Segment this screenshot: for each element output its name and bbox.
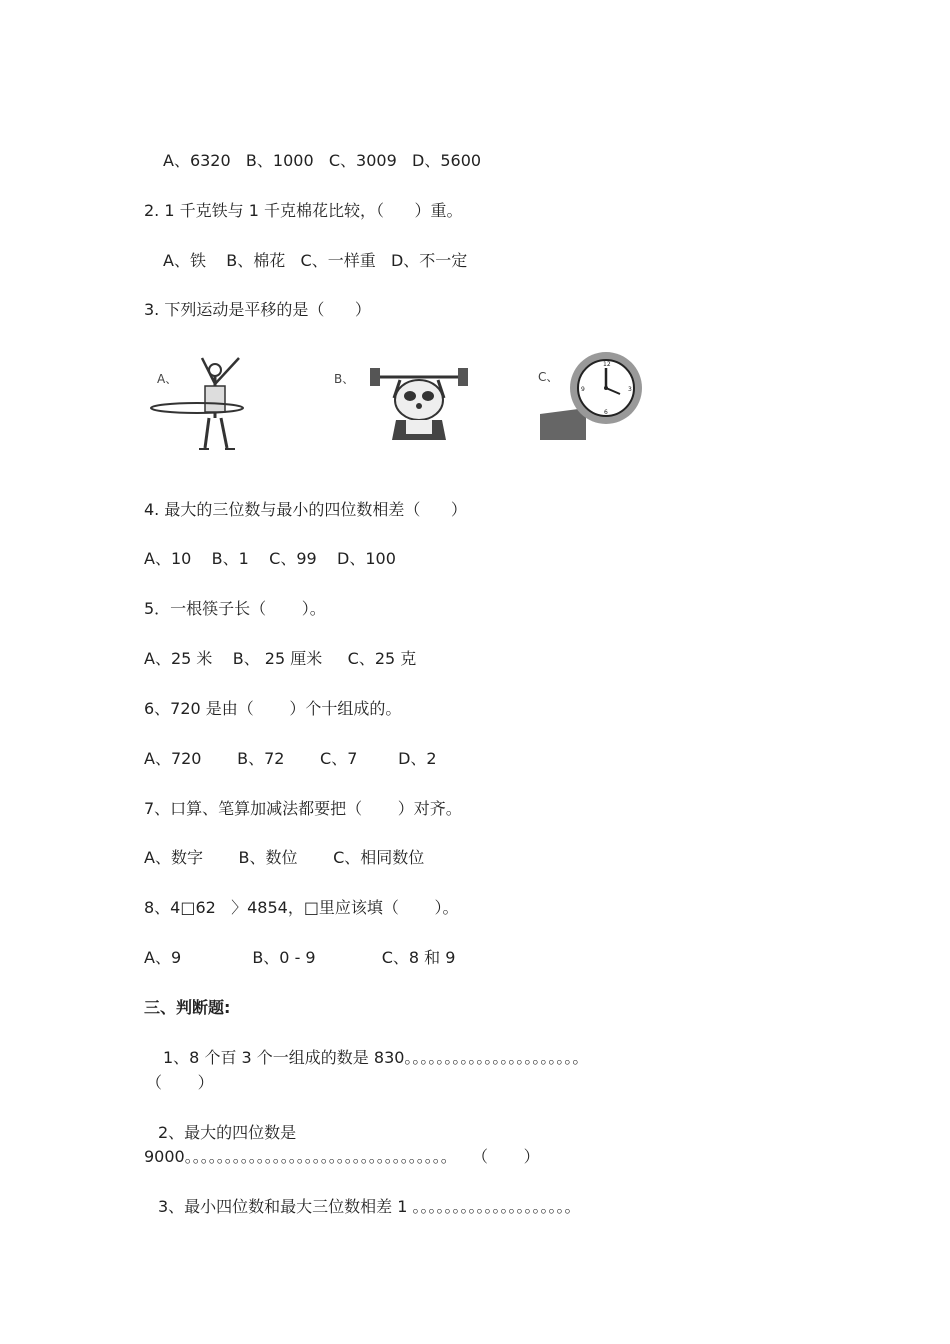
judgment-2: 2、最大的四位数是: [158, 1123, 297, 1142]
q8-options: A、9 B、0 - 9 C、8 和 9: [144, 948, 456, 967]
svg-text:3: 3: [628, 386, 632, 393]
picture-c-clock: [536, 348, 646, 444]
judgment-1-paren: （ ）: [146, 1073, 214, 1092]
question-2: 2. 1 千克铁与 1 千克棉花比较，（ ）重。: [144, 201, 463, 220]
q2-options: A、铁 B、棉花 C、一样重 D、不一定: [163, 251, 468, 270]
svg-text:12: 12: [603, 361, 611, 368]
svg-text:9: 9: [581, 386, 585, 393]
q5-options: A、25 米 B、 25 厘米 C、25 克: [144, 649, 417, 668]
alarm-clock-icon: [536, 348, 646, 444]
judgment-1: 1、8 个百 3 个一组成的数是 830。。。。。。。。。。。。。。。。。。。。。。: [163, 1048, 589, 1067]
q7-options: A、数字 B、数位 C、相同数位: [144, 848, 425, 867]
picture-b-weightlifting: [330, 358, 480, 448]
picture-b-label: B、: [334, 372, 355, 386]
question-6: 6、720 是由（ ）个十组成的。: [144, 699, 402, 718]
section-3-title: 三、判断题:: [144, 998, 231, 1017]
question-7: 7、口算、笔算加减法都要把（ ）对齐。: [144, 799, 462, 818]
svg-text:6: 6: [604, 409, 608, 416]
judgment-2-cont: 9000。。。。。。。。。。。。。。。。。。。。。。。。。。。。。。。。。 （ ）: [144, 1147, 540, 1166]
question-3: 3. 下列运动是平移的是（ ）: [144, 300, 371, 319]
judgment-3: 3、最小四位数和最大三位数相差 1 。。。。。。。。。。。。。。。。。。。。: [158, 1197, 581, 1216]
q1-options: A、6320 B、1000 C、3009 D、5600: [163, 151, 482, 170]
question-8: 8、4□62 〉4854，□里应该填（ ）。: [144, 898, 459, 917]
question-4: 4. 最大的三位数与最小的四位数相差（ ）: [144, 500, 467, 519]
q4-options: A、10 B、1 C、99 D、100: [144, 549, 396, 568]
hula-hoop-icon: [147, 348, 257, 456]
picture-c-label: C、: [538, 370, 559, 384]
question-5: 5．一根筷子长（ ）。: [144, 599, 326, 618]
picture-a-label: A、: [157, 372, 178, 386]
picture-a-hula-hoop: [147, 348, 257, 456]
q6-options: A、720 B、72 C、7 D、2: [144, 749, 437, 768]
